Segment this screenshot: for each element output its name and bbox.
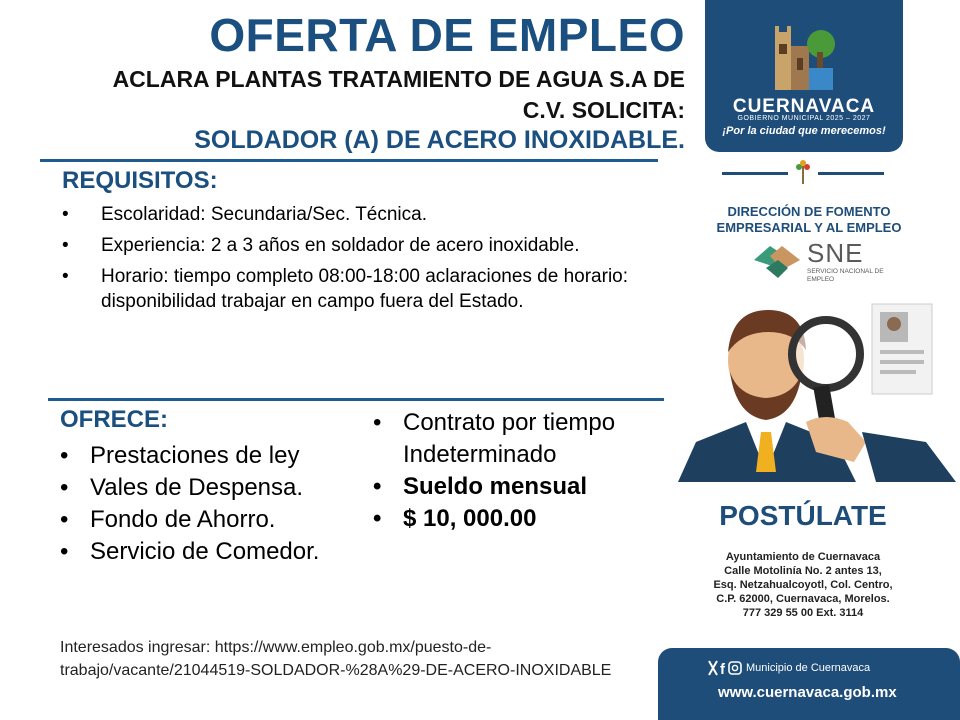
requisito-item: • Escolaridad: Secundaria/Sec. Técnica.: [62, 202, 662, 227]
address-block: [683, 550, 923, 620]
position-title: SOLDADOR (A) DE ACERO INOXIDABLE.: [194, 126, 685, 154]
decorative-line: [722, 172, 788, 175]
cuernavaca-emblem-icon: [769, 18, 839, 94]
job-seeker-illustration: [676, 292, 960, 486]
logo-name: CUERNAVACA: [732, 96, 876, 117]
company-line-1: ACLARA PLANTAS TRATAMIENTO DE AGUA S.A DE: [112, 66, 685, 92]
svg-text:f: f: [720, 661, 725, 676]
decorative-line: [818, 172, 884, 175]
page-title: OFERTA DE EMPLEO: [209, 9, 685, 61]
ofrece-item: • Prestaciones de ley: [60, 440, 360, 472]
ofrece-item: • Servicio de Comedor.: [60, 536, 360, 568]
requisito-item: • Experiencia: 2 a 3 años en soldador de acero inoxidable.: [62, 233, 662, 258]
requisitos-heading: REQUISITOS:: [62, 167, 218, 194]
footer-website-link[interactable]: www.cuernavaca.gob.mx: [718, 684, 897, 701]
postulate-heading: POSTÚLATE: [719, 500, 887, 531]
ofrece-list-left: [60, 440, 360, 568]
salary-amount: • $ 10, 000.00: [373, 503, 663, 535]
x-twitter-icon[interactable]: [709, 661, 717, 675]
company-name: [5, 64, 685, 126]
address-line: C.P. 62000, Cuernavaca, Morelos.: [716, 593, 890, 605]
footer-social-panel: [658, 648, 960, 720]
ofrece-heading: OFRECE:: [60, 406, 168, 433]
application-link[interactable]: Interesados ingresar: https://www.empleo.gob.mx/puesto-de-trabajo/vacante/21044519-SOLDADOR-%28A%29-DE-ACERO-INOXIDABLE: [60, 639, 612, 679]
ofrece-item: • Fondo de Ahorro.: [60, 504, 360, 536]
requisito-item: • Horario: tiempo completo 08:00-18:00 aclaraciones de horario: disponibilidad trabajar en campo fuera del Estado.: [62, 264, 662, 314]
social-icons: [708, 660, 742, 676]
direccion-title: DIRECCIÓN DE FOMENTO EMPRESARIAL Y AL EMPLEO: [716, 204, 902, 235]
requisitos-list: [62, 202, 662, 320]
logo-slogan: ¡Por la ciudad que merecemos!: [722, 125, 886, 137]
salary-label: • Sueldo mensual: [373, 471, 663, 503]
handshake-icon: [752, 238, 802, 282]
logo-subtitle: GOBIERNO MUNICIPAL 2025 – 2027: [737, 115, 871, 122]
instagram-icon[interactable]: [729, 662, 741, 674]
address-line: Esq. Netzahualcoyotl, Col. Centro,: [713, 579, 893, 591]
plant-icon: [794, 160, 812, 186]
company-line-2: C.V. SOLICITA:: [522, 97, 685, 123]
ofrece-list-right: [373, 407, 663, 535]
facebook-icon[interactable]: [720, 661, 726, 676]
address-line: Ayuntamiento de Cuernavaca: [725, 551, 881, 563]
footer-municipio: Municipio de Cuernavaca: [746, 662, 871, 674]
divider: [48, 398, 664, 401]
sne-subtitle: SERVICIO NACIONAL DE EMPLEO: [807, 268, 884, 283]
cuernavaca-logo-panel: [705, 0, 903, 152]
ofrece-item: • Vales de Despensa.: [60, 472, 360, 504]
divider: [40, 159, 658, 162]
sne-logo-text: SNE: [807, 238, 864, 268]
address-line: 777 329 55 00 Ext. 3114: [742, 607, 864, 619]
ofrece-item: • Contrato por tiempo Indeterminado: [373, 407, 663, 471]
address-line: Calle Motolinía No. 2 antes 13,: [724, 565, 882, 577]
